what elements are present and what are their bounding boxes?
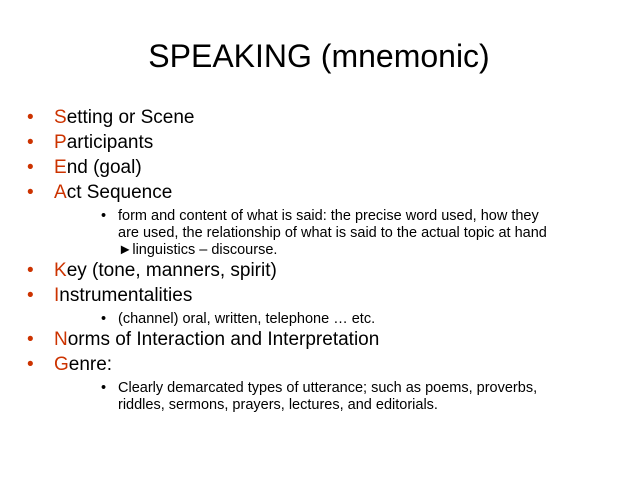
mnemonic-letter: N <box>54 329 68 350</box>
bullet-text: articipants <box>66 132 154 153</box>
bullet-text: nstrumentalities <box>59 285 193 306</box>
sub-bullet-line: (channel) oral, written, telephone … etc. <box>118 311 376 327</box>
slide-title: SPEAKING (mnemonic) <box>148 38 490 74</box>
mnemonic-letter: S <box>54 107 67 128</box>
mnemonic-letter: K <box>54 260 67 281</box>
sub-bullet-line: form and content of what is said: the precise word used, how they <box>118 208 539 224</box>
sub-bullet-line: Clearly demarcated types of utterance; such as poems, proverbs, <box>118 380 538 396</box>
bullet-text: nd (goal) <box>66 157 142 178</box>
mnemonic-letter: G <box>54 354 69 375</box>
sub-bullet-icon: • <box>101 208 107 224</box>
sub-bullet-icon: • <box>101 311 107 327</box>
bullet-text: ey (tone, manners, spirit) <box>66 260 277 281</box>
sub-bullet-icon: • <box>101 380 107 396</box>
bullet-icon: • <box>27 157 34 178</box>
bullet-icon: • <box>27 329 34 350</box>
mnemonic-letter: A <box>54 182 67 203</box>
bullet-icon: • <box>27 260 34 281</box>
bullet-text: etting or Scene <box>66 107 195 128</box>
bullet-icon: • <box>27 285 34 306</box>
sub-bullet-line: are used, the relationship of what is said to the actual topic at hand <box>118 225 547 241</box>
sub-bullet-line: riddles, sermons, prayers, lectures, and editorials. <box>118 397 438 413</box>
bullet-text: enre: <box>68 354 113 375</box>
bullet-icon: • <box>27 107 34 128</box>
bullet-icon: • <box>27 132 34 153</box>
bullet-text: orms of Interaction and Interpretation <box>67 329 380 350</box>
bullet-icon: • <box>27 354 34 375</box>
mnemonic-letter: P <box>54 132 67 153</box>
mnemonic-letter: E <box>54 157 67 178</box>
mnemonic-letter: I <box>54 285 60 306</box>
sub-bullet-line: ►linguistics – discourse. <box>118 242 278 258</box>
bullet-icon: • <box>27 182 34 203</box>
bullet-text: ct Sequence <box>66 182 173 203</box>
